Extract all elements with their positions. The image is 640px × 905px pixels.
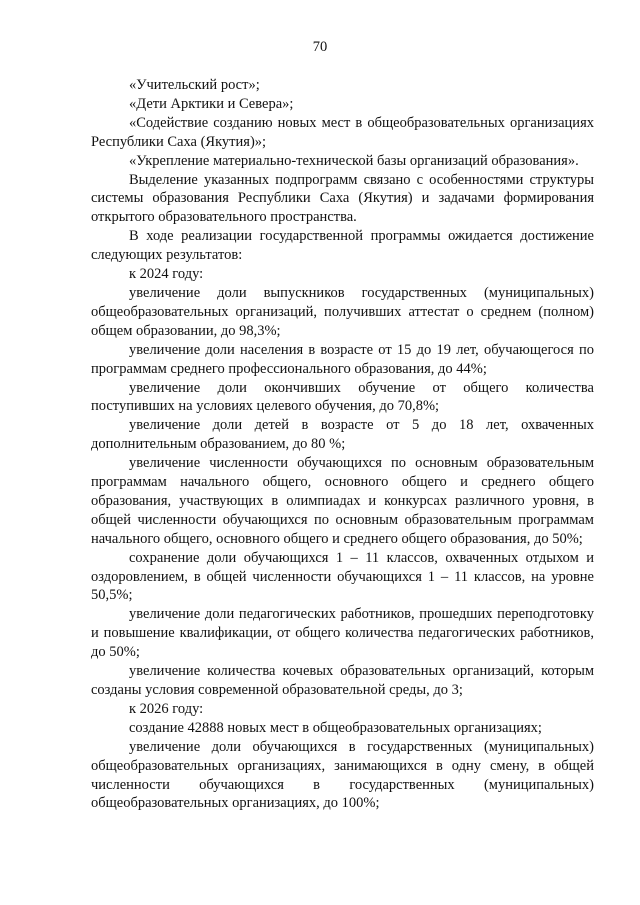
paragraph-result-single-shift: увеличение доли обучающихся в государственных (муниципальных) общеобразовательных организациях, занимающихся в одну смену, в общей численности обучающихся в государственных (муниципальных) общеобразовательных организациях, до 100%; <box>91 738 594 812</box>
paragraph-subprogram-teacher-growth: «Учительский рост»; <box>129 77 260 93</box>
paragraph-subprogram-new-places: «Содействие созданию новых мест в общеобразовательных организациях Республики Саха (Якутия)»; <box>91 114 594 150</box>
paragraph-expected-results-intro: В ходе реализации государственной программы ожидается достижение следующих результатов: <box>91 228 594 264</box>
paragraph-result-additional-education: увеличение доли детей в возрасте от 5 до 18 лет, охваченных дополнительным образованием, до 80 %; <box>91 417 594 453</box>
paragraph-result-targeted-training: увеличение доли окончивших обучение от общего количества поступивших на условиях целевого обучения, до 70,8%; <box>91 379 594 415</box>
paragraph-subprogram-material-base: «Укрепление материально-технической базы организаций образования». <box>129 152 579 169</box>
paragraph-result-olympiads: увеличение численности обучающихся по основным образовательным программам начального общего, основного общего и среднего общего образования, участвующих в олимпиадах и конкурсах различного уровня, в общей численности обучающихся по основным образовательным программам начального общего, основного общего и среднего общего образования, до 50%; <box>91 455 594 547</box>
page-number: 70 <box>312 39 328 55</box>
document-body <box>91 76 594 813</box>
paragraph-result-graduates: увеличение доли выпускников государственных (муниципальных) общеобразовательных организаций, получивших аттестат о среднем (полном) общем образовании, до 98,3%; <box>91 284 594 339</box>
paragraph-result-vocational: увеличение доли населения в возрасте от 15 до 19 лет, обучающегося по программам среднего профессионального образования, до 44%; <box>91 341 594 377</box>
paragraph-by-2024-heading: к 2024 году: <box>129 266 204 283</box>
paragraph-result-teacher-training: увеличение доли педагогических работников, прошедших переподготовку и повышение квалификации, от общего количества педагогических работников, до 50%; <box>91 606 594 661</box>
paragraph-subprogram-arctic-children: «Дети Арктики и Севера»; <box>129 95 294 112</box>
paragraph-result-new-school-places: создание 42888 новых мест в общеобразовательных организациях; <box>129 719 542 736</box>
paragraph-result-nomadic-schools: увеличение количества кочевых образовательных организаций, которым созданы условия современной образовательной среды, до 3; <box>91 663 594 698</box>
paragraph-by-2026-heading: к 2026 году: <box>129 700 204 717</box>
paragraph-result-recreation: сохранение доли обучающихся 1 – 11 классов, охваченных отдыхом и оздоровлением, в общей численности обучающихся 1 – 11 классов, на уровне 50,5%; <box>91 549 594 604</box>
paragraph-subprograms-rationale: Выделение указанных подпрограмм связано с особенностями структуры системы образования Республики Саха (Якутия) и задачами формирования открытого образовательного пространства. <box>91 171 594 226</box>
